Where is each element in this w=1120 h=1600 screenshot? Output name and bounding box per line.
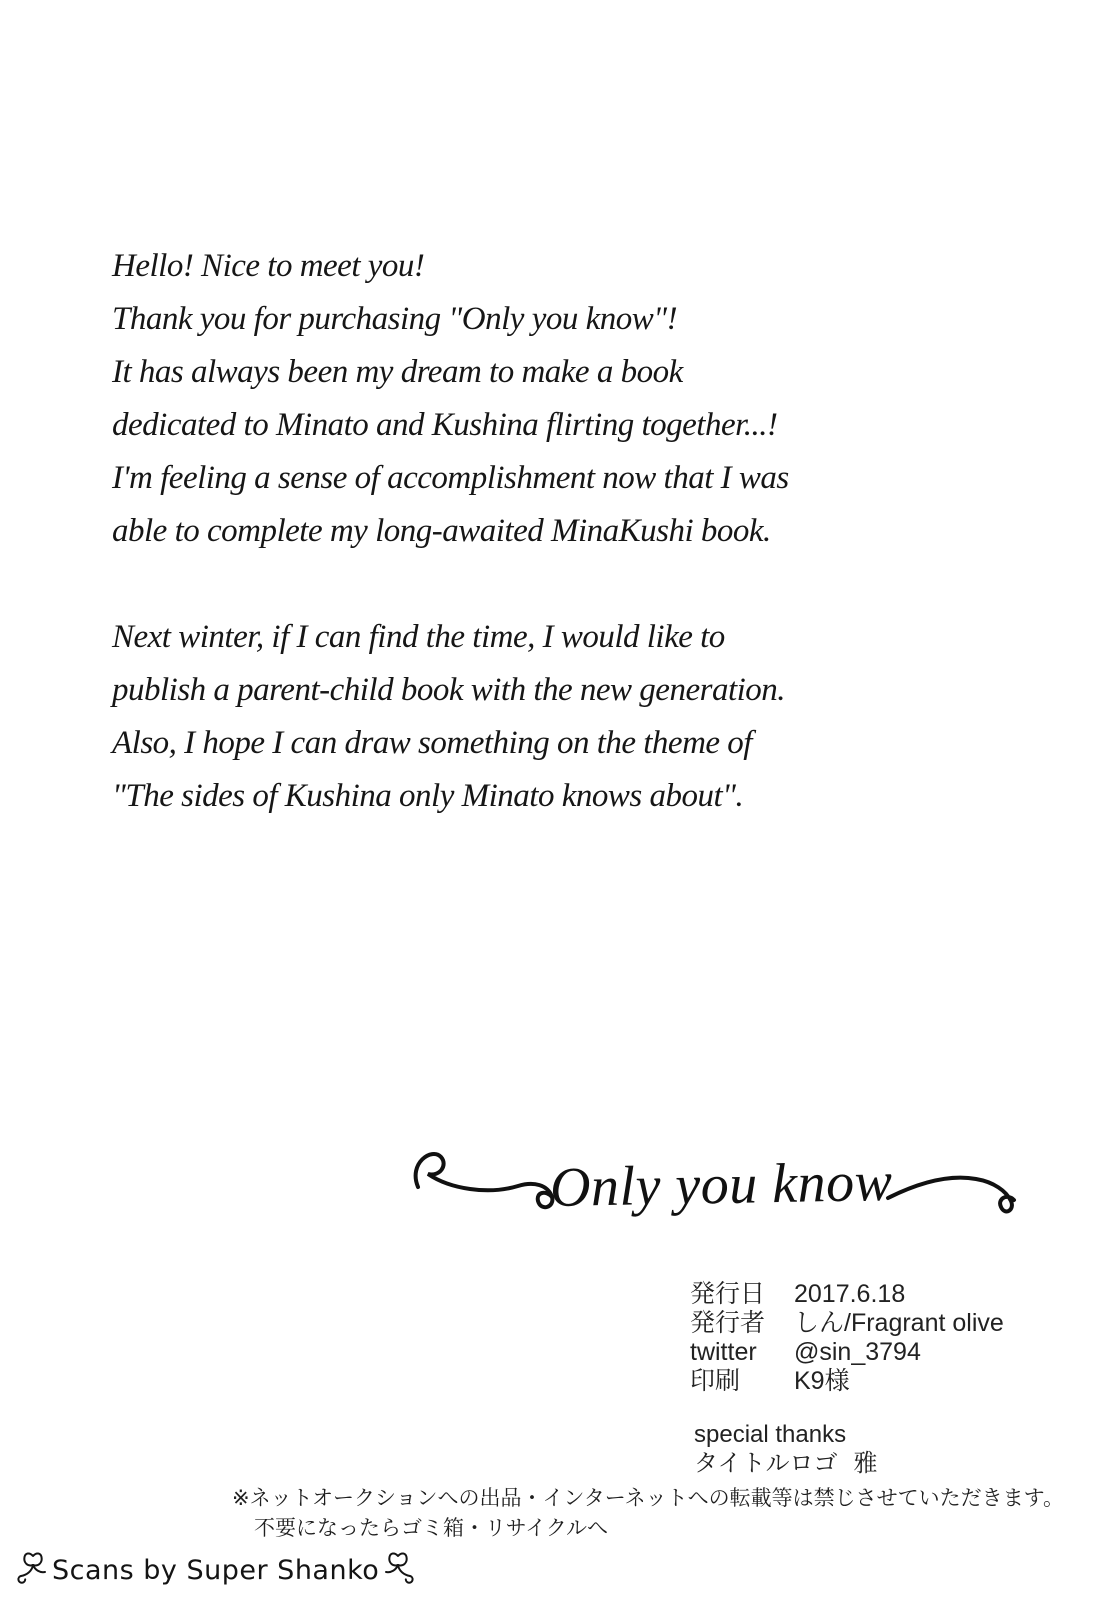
disclaimer-line: 不要になったらゴミ箱・リサイクルへ: [254, 1517, 609, 1540]
scan-credit: [14, 1550, 417, 1591]
special-thanks-heading: special thanks: [694, 1421, 847, 1448]
special-thanks: [694, 1420, 878, 1478]
auction-disclaimer: [232, 1484, 1064, 1544]
disclaimer-line: ※ネットオークションへの出品・インターネットへの転載等は禁じさせていただきます。: [232, 1487, 1064, 1510]
colophon-row-publisher: [690, 1309, 1004, 1338]
calligraphy-flourish-left-icon: [408, 1141, 558, 1236]
afterword-line: I'm feeling a sense of accomplishment now that I was: [112, 460, 789, 496]
afterword-line: able to complete my long-awaited MinaKushi book.: [112, 513, 771, 549]
afterword-text: [112, 240, 789, 823]
afterword-line: Next winter, if I can find the time, I would like to: [112, 619, 725, 655]
special-thanks-label: タイトルロゴ: [694, 1450, 838, 1477]
colophon-value: 2017.6.18: [794, 1280, 906, 1308]
afterword-paragraph-2: [112, 611, 789, 823]
tulip-doodle-icon: [381, 1550, 415, 1591]
afterword-paragraph-1: [112, 240, 789, 558]
colophon-value: @sin_3794: [794, 1338, 921, 1366]
colophon-row-printer: [690, 1367, 1004, 1396]
colophon-row-twitter: [690, 1338, 1004, 1367]
title-logo: [408, 1128, 1019, 1248]
colophon-label: twitter: [690, 1338, 757, 1366]
afterword-line: Also, I hope I can draw something on the theme of: [112, 725, 752, 761]
colophon-value: しん/Fragrant olive: [794, 1309, 1004, 1337]
afterword-line: It has always been my dream to make a book: [112, 354, 683, 390]
colophon-label: 発行者: [690, 1309, 766, 1337]
colophon-row-publish-date: [690, 1280, 1004, 1309]
colophon: [690, 1280, 1004, 1396]
special-thanks-credit: [694, 1449, 878, 1478]
special-thanks-name: 雅: [853, 1450, 878, 1477]
tulip-doodle-icon: [16, 1550, 50, 1591]
colophon-label: 印刷: [690, 1367, 741, 1395]
afterword-line: "The sides of Kushina only Minato knows about".: [112, 778, 744, 814]
colophon-label: 発行日: [690, 1280, 766, 1308]
calligraphy-flourish-right-icon: [884, 1146, 1019, 1231]
colophon-value: K9様: [794, 1367, 850, 1395]
afterword-line: Thank you for purchasing "Only you know"!: [112, 301, 678, 337]
scan-credit-text: Scans by Super Shanko: [52, 1555, 380, 1586]
afterword-line: dedicated to Minato and Kushina flirting together...!: [112, 407, 778, 443]
afterword-line: publish a parent-child book with the new generation.: [112, 672, 786, 708]
title-logo-text: Only you know: [549, 1151, 893, 1219]
afterword-line: Hello! Nice to meet you!: [112, 248, 425, 284]
